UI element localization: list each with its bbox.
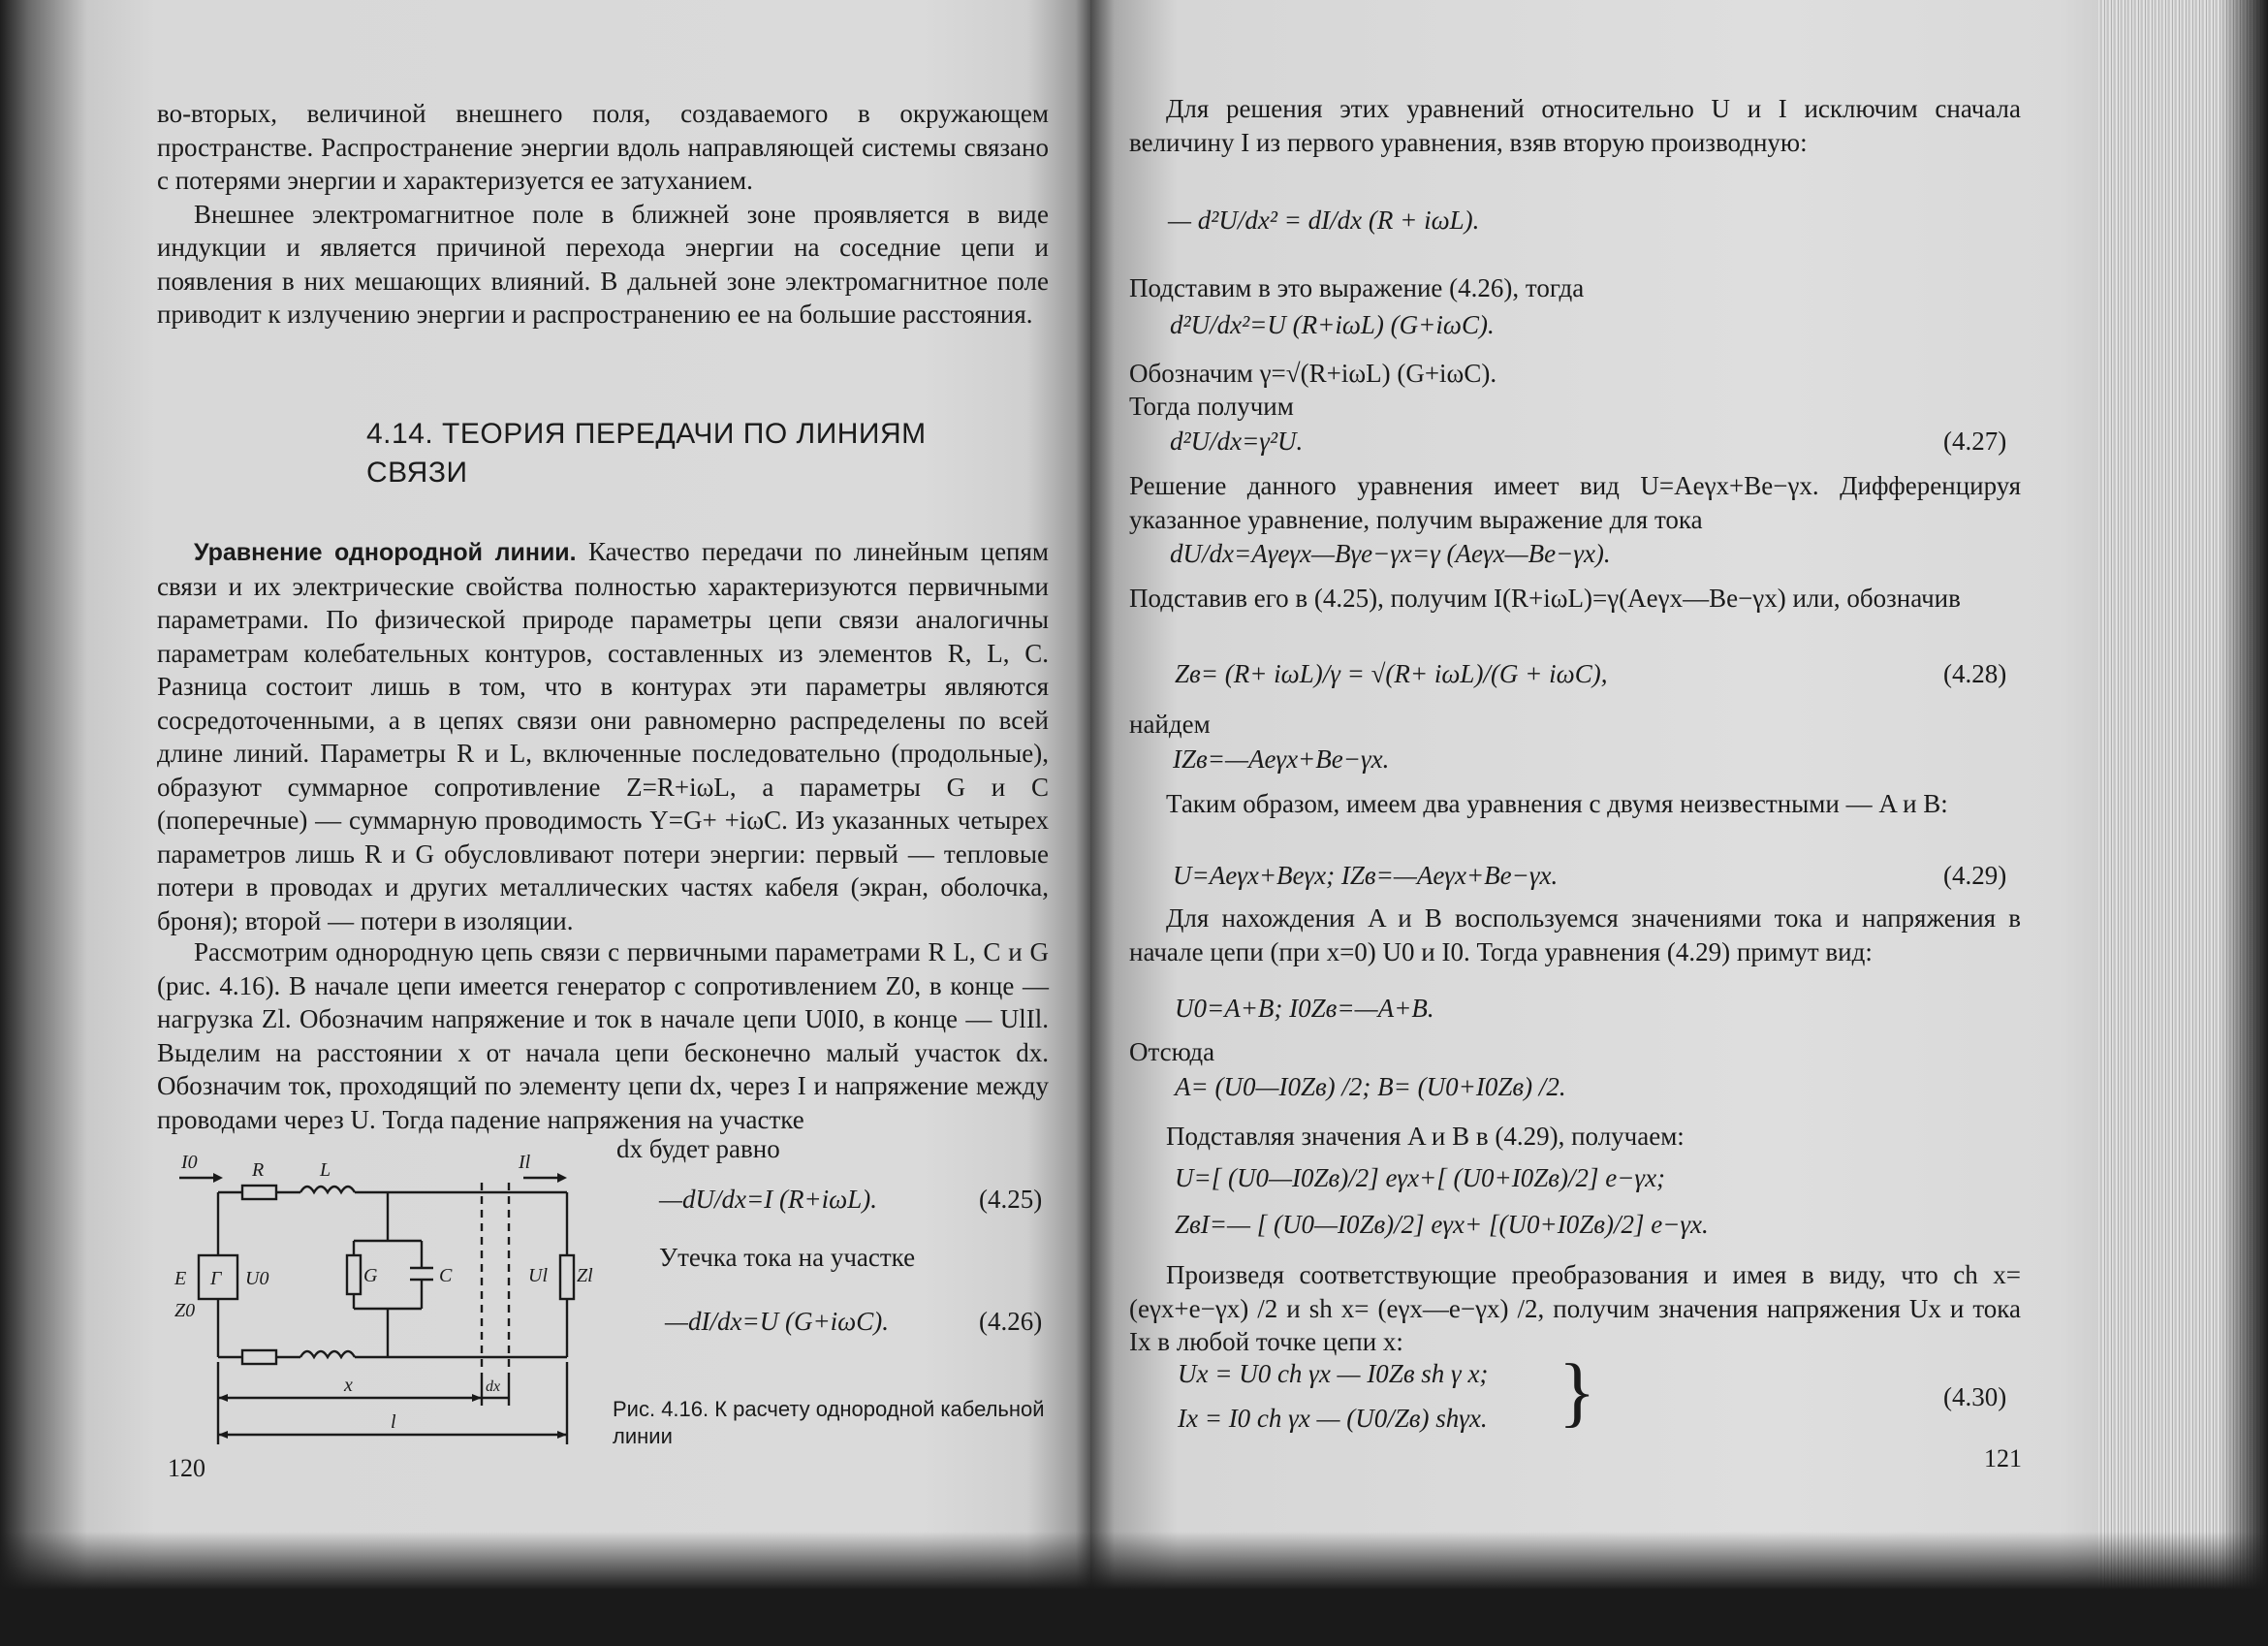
page-bottom-shadow xyxy=(0,1532,2268,1646)
load-zl xyxy=(560,1255,574,1299)
label-g: G xyxy=(363,1265,378,1286)
label-l-length: l xyxy=(391,1411,396,1433)
equation-4-26-number: (4.26) xyxy=(979,1307,1043,1336)
right-paragraph-10: Отсюда xyxy=(1129,1037,1215,1066)
equation-second-derivative: — d²U/dx² = dI/dx (R + iωL). xyxy=(1168,206,1480,235)
equation-4-25-number: (4.25) xyxy=(979,1185,1043,1214)
equation-4-30-line-2: Ix = I0 ch γx — (U0/Zв) shγx. xyxy=(1178,1404,1488,1433)
right-paragraph-3: Обозначим γ=√(R+iωL) (G+iωC). xyxy=(1129,359,1497,388)
resistor-r-top xyxy=(242,1186,276,1199)
label-c: C xyxy=(439,1265,453,1286)
equation-zvi-substituted: ZвI=— [ (U0—I0Zв)/2] eγx+ [(U0+I0Zв)/2] e−γx. xyxy=(1175,1210,1709,1239)
label-e: E xyxy=(174,1268,187,1289)
section-heading-line-1: 4.14. ТЕОРИЯ ПЕРЕДАЧИ ПО ЛИНИЯМ xyxy=(366,418,927,450)
equation-4-27: d²U/dx=γ²U. xyxy=(1170,427,1304,456)
equation-4-29-number: (4.29) xyxy=(1943,861,2007,890)
left-paragraph-1: во-вторых, величиной внешнего поля, создаваемого в окружающем пространстве. Распространение энергии вдоль направляющей системы связано с потерями энергии и характеризуется ее затуханием. Внешнее электромагнитное поле в ближней зоне проявляется в виде индукции и является причиной перехода энергии на соседние цепи и появления в них мешающих влияний. В дальней зоне электромагнитное поле приводит к излучению энергии и распространению ее на большие расстояния. xyxy=(157,97,1049,332)
right-paragraph-6: Подставив его в (4.25), получим I(R+iωL)=γ(Aeγx—Be−γx) или, обозначив xyxy=(1129,584,1961,613)
left-paragraph-3 xyxy=(157,535,1049,937)
equation-4-27-number: (4.27) xyxy=(1943,427,2007,456)
leak-text: Утечка тока на участке xyxy=(659,1243,916,1272)
label-generator: Г xyxy=(210,1268,222,1289)
right-paragraph-11: Подставляя значения A и B в (4.29), получаем: xyxy=(1166,1122,1685,1151)
left-paragraph-4: Рассмотрим однородную цепь связи с первичными параметрами R L, C и G (рис. 4.16). В начале цепи имеется генератор с сопротивлением Z0, в конце — нагрузка Zl. Обозначим напряжение и ток в начале цепи U0I0, в конце — UlIl. Выделим на расстоянии x от начала цепи бесконечно малый участок dx. Обозначим ток, проходящий по элементу цепи dx, через I и напряжение между проводами через U. Тогда падение напряжения на участке xyxy=(157,937,1049,1134)
right-paragraph-12: Произведя соответствующие преобразования и имея в виду, что ch x= (eγx+e−γx) /2 и sh x= (eγx—e−γx) /2, получим значения напряжения Ux и тока Ix в любой точке цепи x: xyxy=(1129,1260,2021,1356)
inductor-l-bottom xyxy=(300,1351,355,1357)
equation-4-28: Zв= (R+ iωL)/γ = √(R+ iωL)/(G + iωC), xyxy=(1175,659,1608,688)
right-paragraph-4: Тогда получим xyxy=(1129,392,1294,421)
equation-izv: IZв=—Aeγx+Be−γx. xyxy=(1173,744,1390,774)
right-paragraph-7: найдем xyxy=(1129,710,1211,739)
section-heading xyxy=(366,415,1045,492)
left-paragraph-2: Внешнее электромагнитное поле в ближней зоне проявляется в виде индукции и является причиной перехода энергии на соседние цепи и появления в них мешающих влияний. В дальней зоне электромагнитное поле приводит к излучению энергии и распространению ее на большие расстояния. xyxy=(157,199,1049,329)
right-paragraph-9: Для нахождения A и B воспользуемся значениями тока и напряжения в начале цепи (при x=0) U0 и I0. Тогда уравнения (4.29) примут вид: xyxy=(1129,903,2021,966)
right-paragraph-8: Таким образом, имеем два уравнения с двумя неизвестными — A и B: xyxy=(1166,789,1948,818)
equation-4-30-brace: } xyxy=(1559,1349,1596,1435)
page-number-right: 121 xyxy=(1984,1444,2022,1472)
left-paragraph-3-text: Качество передачи по линейным цепям связи и их электрические свойства полностью характеризуются первичными параметрами. По физической природе параметры цепи связи аналогичны параметрам колебательных контуров, составленных из элементов R, L, C. Разница состоит лишь в том, что в контурах эти параметры являются сосредоточенными, а в цепях связи они равномерно распределены по всей длине линий. Параметры R и L, включенные последовательно (продольные), образуют суммарное сопротивление Z=R+iωL, а параметры G и C (поперечные) — суммарную проводимость Y=G+ +iωC. Из указанных четырех параметров лишь R и G обусловливают потери энергии: первый — тепловые потери в проводах и других металлических частях кабеля (экран, оболочка, броня); второй — потери в изоляции. xyxy=(157,537,1050,935)
label-x: x xyxy=(344,1375,353,1396)
left-paragraph-4-end: dx будет равно xyxy=(616,1134,780,1163)
equation-a-b: A= (U0—I0Zв) /2; B= (U0+I0Zв) /2. xyxy=(1175,1072,1566,1101)
equation-u-substituted: U=[ (U0—I0Zв)/2] eγx+[ (U0+I0Zв)/2] e−γx; xyxy=(1175,1163,1666,1192)
label-ul: Ul xyxy=(528,1265,548,1286)
equation-current-derivative: dU/dx=Aγeγx—Bγe−γx=γ (Aeγx—Be−γx). xyxy=(1170,539,1611,568)
conductance-g xyxy=(347,1255,361,1294)
resistor-r-bottom xyxy=(242,1350,276,1364)
equation-4-25: —dU/dx=I (R+iωL). xyxy=(659,1185,877,1214)
label-z0: Z0 xyxy=(174,1300,196,1321)
label-i0: I0 xyxy=(181,1152,198,1173)
figure-caption: Рис. 4.16. К расчету однородной кабельной линии xyxy=(613,1397,1045,1448)
equation-4-29: U=Aeγx+Beγx; IZв=—Aeγx+Be−γx. xyxy=(1173,861,1559,890)
page-number-left: 120 xyxy=(168,1454,205,1482)
right-paragraph-2: Подставим в это выражение (4.26), тогда xyxy=(1129,273,1585,302)
right-paragraph-1: Для решения этих уравнений относительно U и I исключим сначала величину I из первого уравнения, взяв вторую производную: xyxy=(1129,94,2021,157)
label-r: R xyxy=(252,1159,265,1181)
label-dx: dx xyxy=(486,1378,501,1395)
circuit-figure xyxy=(170,1144,596,1444)
label-il: Il xyxy=(519,1152,531,1173)
equation-4-30-number: (4.30) xyxy=(1943,1382,2007,1411)
right-paragraph-5: Решение данного уравнения имеет вид U=Aeγx+Be−γx. Дифференцируя указанное уравнение, получим выражение для тока xyxy=(1129,471,2021,534)
inductor-l-top xyxy=(300,1187,355,1192)
subsection-title: Уравнение однородной линии. xyxy=(194,539,577,566)
section-heading-line-2: СВЯЗИ xyxy=(366,457,468,489)
label-u0: U0 xyxy=(245,1268,269,1289)
label-zl: Zl xyxy=(577,1265,593,1286)
equation-4-26: —dI/dx=U (G+iωC). xyxy=(665,1307,889,1336)
equation-initial-conditions: U0=A+B; I0Zв=—A+B. xyxy=(1175,994,1434,1023)
book-edge-shadow xyxy=(2220,0,2268,1646)
label-l: L xyxy=(320,1159,331,1181)
equation-4-30-line-1: Ux = U0 ch γx — I0Zв sh γ x; xyxy=(1178,1359,1489,1388)
equation-d2u: d²U/dx²=U (R+iωL) (G+iωC). xyxy=(1170,310,1495,339)
equation-4-28-number: (4.28) xyxy=(1943,659,2007,688)
